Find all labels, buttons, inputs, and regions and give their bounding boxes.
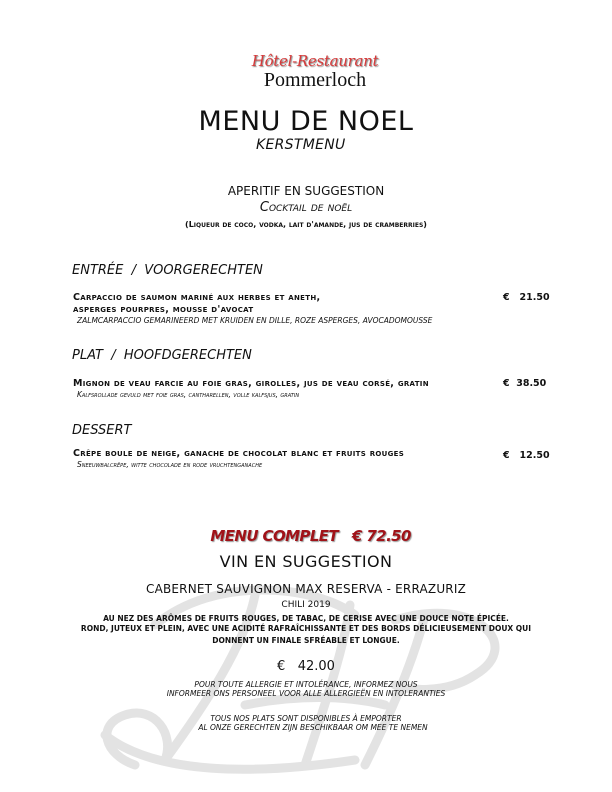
page-title: MENU DE NOEL bbox=[198, 106, 414, 137]
dessert-item-nl: Sneeuwbalcrêpe, witte chocolade en rode vruchtenganache bbox=[77, 460, 263, 469]
takeaway-note-fr: TOUS NOS PLATS SONT DISPONIBLES À EMPORTER bbox=[210, 714, 402, 723]
plat-price: € 38.50 bbox=[503, 378, 547, 389]
wine-heading: VIN EN SUGGESTION bbox=[219, 552, 393, 571]
wine-description-line1: AU NEZ DES ARÔMES DE FRUITS ROUGES, DE TABAC, DE CERISE AVEC UNE DOUCE NOTE ÉPICÉE. bbox=[103, 614, 509, 623]
section-heading-dessert: DESSERT bbox=[72, 423, 132, 438]
wine-name: CABERNET SAUVIGNON MAX RESERVA - ERRAZURIZ bbox=[145, 582, 467, 596]
page-subtitle: KERSTMENU bbox=[256, 137, 346, 153]
plat-item-fr: Mignon de veau farcie au foie gras, girolles, jus de veau corsé, gratin bbox=[73, 378, 429, 389]
section-heading-plat: PLAT / HOOFDGERECHTEN bbox=[72, 348, 252, 363]
wine-description-line2: ROND, JUTEUX ET PLEIN, AVEC UNE ACIDITÉ RAFRAÎCHISSANTE ET DES BORDS DÉLICIEUSEMENT DOUX QUI bbox=[80, 624, 532, 633]
logo-name-text: Pommerloch bbox=[263, 69, 367, 91]
menu-complete-price: € 72.50 bbox=[351, 527, 411, 545]
wine-price: € 42.00 bbox=[277, 659, 335, 674]
aperitif-description: (Liqueur de coco, vodka, lait d'amande, jus de cramberries) bbox=[185, 220, 427, 229]
hotel-logo bbox=[236, 52, 394, 96]
dessert-item-fr: Crêpe boule de neige, ganache de chocolat blanc et fruits rouges bbox=[73, 448, 405, 459]
entree-item-fr-line2: asperges pourpres, mousse d'avocat bbox=[73, 304, 254, 315]
allergy-note-nl: INFORMEER ONS PERSONEEL VOOR ALLE ALLERGIEËN EN INTOLERANTIES bbox=[166, 689, 446, 698]
plat-item-nl: Kalfsrollade gevuld met foie gras, cantharellen, volle kalfsjus, gratin bbox=[77, 390, 300, 399]
dessert-price: € 12.50 bbox=[503, 450, 550, 461]
aperitif-name: Cocktail de noël bbox=[259, 200, 353, 215]
aperitif-heading: APERITIF EN SUGGESTION bbox=[227, 184, 385, 198]
allergy-note-fr: POUR TOUTE ALLERGIE ET INTOLÉRANCE, INFORMEZ NOUS bbox=[194, 680, 418, 689]
logo-script-text: Hôtel-Restaurant bbox=[251, 52, 379, 70]
wine-origin: CHILI 2019 bbox=[281, 600, 331, 610]
menu-complete-label: MENU COMPLET bbox=[210, 527, 339, 545]
entree-item-nl: ZALMCARPACCIO GEMARINEERD MET KRUIDEN EN DILLE, ROZE ASPERGES, AVOCADOMOUSSE bbox=[77, 316, 433, 325]
takeaway-note-nl: AL ONZE GERECHTEN ZIJN BESCHIKBAAR OM MEE TE NEMEN bbox=[198, 723, 428, 732]
entree-item-fr-line1: Carpaccio de saumon mariné aux herbes et aneth, bbox=[73, 292, 321, 303]
menu-complete-banner bbox=[0, 509, 612, 545]
entree-price: € 21.50 bbox=[503, 292, 550, 303]
wine-description-line3: DONNENT UN FINALE SFRÉABLE ET LONGUE. bbox=[212, 636, 400, 645]
section-heading-entree: ENTRÉE / VOORGERECHTEN bbox=[72, 263, 263, 278]
